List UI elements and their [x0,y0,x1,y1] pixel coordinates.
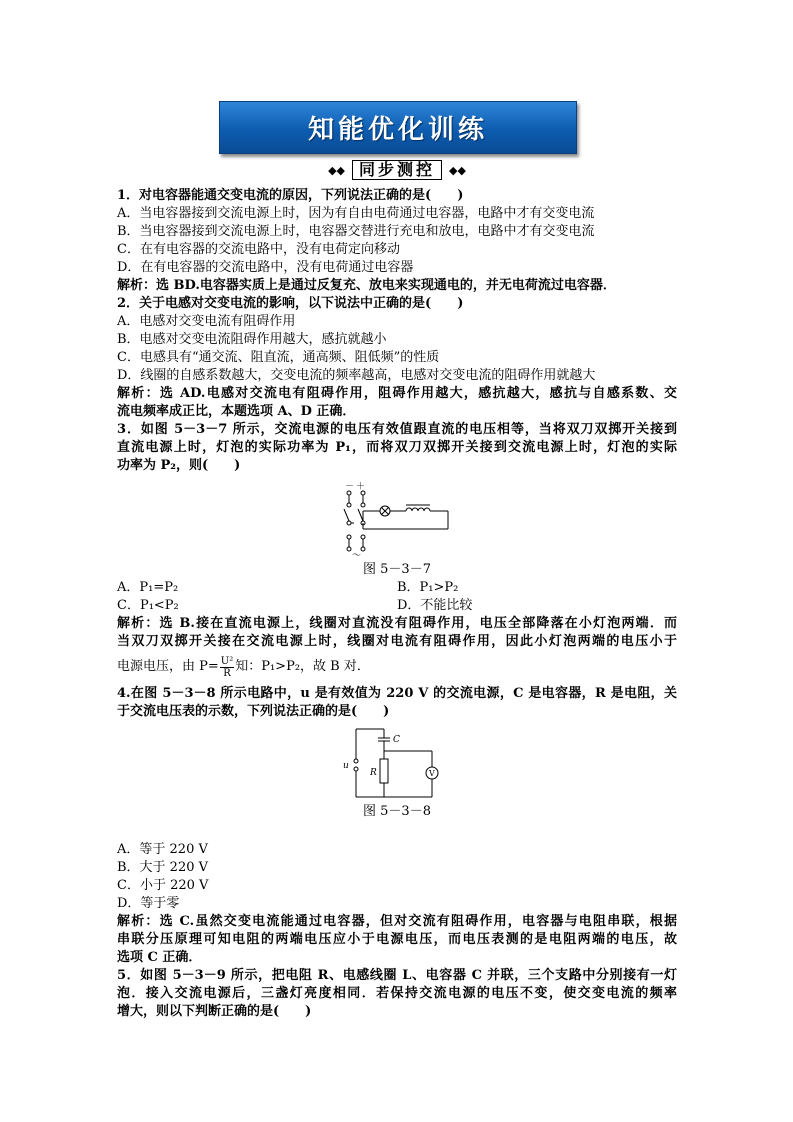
q3-options-row1 [117,579,677,597]
q2-option-c: C．电感具有“通交流、阻直流，通高频、阻低频”的性质 [117,350,440,365]
ac-source-terminal-bottom [354,767,358,771]
terminal-bottom-right [361,547,365,551]
q4-stem-line1: 4.在图 5－3－8 所示电路中，u 是有效值为 220 V 的交流电源，C 是电容器，R 是电阻，关 [117,686,677,701]
q2-option-a: A．电感对交变电流有阻碍作用 [117,314,296,329]
q4-analysis-line1: 解析：选 C.虽然交变电流能通过电容器，但对交流有阻碍作用，电容器与电阻串联，根据 [117,914,677,929]
question-content [117,187,677,1021]
voltmeter-v-label: V [429,769,435,778]
q4-option-d: D．等于零 [117,896,180,911]
banner-title: 知能优化训练 [307,115,488,145]
q3-analysis-line3-prefix: 电源电压，由 P= [117,659,219,674]
q2-analysis-line1: 解析：选 AD.电感对交流电有阻碍作用，阻碍作用越大，感抗越大，感抗与自感系数、交 [117,386,677,401]
terminal-bottom-left [347,547,351,551]
q3-analysis-line1: 解析：选 B.接在直流电源上，线圈对直流没有阻碍作用，电压全部降落在小灯泡两端．而 [117,616,677,631]
title-banner [219,101,577,154]
inductor-coil-icon [406,508,430,511]
q1-option-c: C．在有电容器的交流电路中，没有电荷定向移动 [117,242,400,257]
q3-analysis-line3 [117,651,677,683]
q3-option-d: D．不能比较 [397,598,473,613]
capacitor-c-label: C [393,735,400,745]
diamond-left-icon: ◆◆ [328,163,345,177]
power-formula-fraction [220,656,234,679]
q2-option-b: B．电感对交变电流阻碍作用越大，感抗就越小 [117,332,387,347]
q1-analysis: 解析：选 BD.电容器实质上是通过反复充、放电来实现通电的，并无电荷流过电容器． [117,278,616,293]
switch-blade-right [358,509,363,521]
capacitor-resistor-circuit-diagram [342,725,452,801]
resistor-icon [380,759,388,783]
q3-stem-line3: 功率为 P₂，则( ) [117,458,241,473]
q3-stem-line1: 3．如图 5－3－7 所示，交流电源的电压有效值跟直流的电压相等，当将双刀双掷开关接到 [117,422,677,437]
q4-analysis-line3: 选项 C 正确． [117,950,202,965]
q3-options-row2 [117,597,677,615]
section-heading [310,159,484,181]
q3-option-c: C．P₁<P₂ [117,598,179,613]
q4-option-c: C．小于 220 V [117,878,209,893]
switch-blade-left [344,509,349,521]
q3-stem-line2: 直流电源上时，灯泡的实际功率为 P₁，而将双刀双掷开关接到交流电源上时，灯泡的实际 [117,440,677,455]
dc-minus-label: － [345,482,355,492]
ac-source-terminal-top [354,759,358,763]
figure-5-3-7-caption: 图 5－3－7 [363,562,431,577]
q3-option-b: B．P₁>P₂ [397,580,459,595]
q2-analysis-line2: 流电频率成正比，本题选项 A、D 正确． [117,404,356,419]
q2-option-d: D．线圈的自感系数越大，交变电流的频率越高，电感对交变电流的阻碍作用就越大 [117,368,596,383]
q4-option-a: A．等于 220 V [117,842,208,857]
q3-analysis-line3-suffix: 知：P₁>P₂，故 B 对． [235,659,370,674]
section-title: 同步测控 [352,160,442,180]
q1-option-a: A．当电容器接到交流电源上时，因为有自由电荷通过电容器，电路中才有交变电流 [117,206,595,221]
figure-5-3-8-caption: 图 5－3－8 [363,804,431,819]
q5-stem-line2: 泡．接入交流电源后，三盏灯亮度相同．若保持交流电源的电压不变，使交变电流的频率 [117,986,677,1001]
q5-stem-line3: 增大，则以下判断正确的是( ) [117,1004,312,1019]
source-u-label: u [343,761,349,771]
q3-analysis-line2: 当双刀双掷开关接在交流电源上时，线圈对电流有阻碍作用，因此小灯泡两端的电压小于 [117,634,677,649]
ac-source-label: ～ [352,551,362,559]
dpdt-switch-circuit-diagram [342,481,452,559]
q1-option-d: D．在有电容器的交流电路中，没有电荷通过电容器 [117,260,414,275]
q1-stem: 1．对电容器能通交变电流的原因，下列说法正确的是( ) [117,188,464,203]
q4-stem-line2: 于交流电压表的示数，下列说法正确的是( ) [117,704,390,719]
q4-analysis-line2: 串联分压原理可知电阻的两端电压应小于电源电压，而电压表测的是电阻两端的电压，故 [117,932,677,947]
fraction-numerator: U² [220,655,234,667]
fraction-denominator: R [223,667,231,679]
q2-stem: 2．关于电感对交变电流的影响，以下说法中正确的是( ) [117,296,464,311]
figure-5-3-8 [117,725,677,801]
q5-stem-line1: 5．如图 5－3－9 所示，把电阻 R、电感线圈 L、电容器 C 并联，三个支路中分别接有一灯 [117,968,677,983]
resistor-r-label: R [370,768,377,778]
figure-5-3-7 [117,481,677,559]
dc-plus-label: ＋ [356,482,366,492]
q4-option-b: B．大于 220 V [117,860,209,875]
q3-option-a: A．P₁=P₂ [117,580,179,595]
q1-option-b: B．当电容器接到交流电源上时，电容器交替进行充电和放电，电路中才有交变电流 [117,224,595,239]
diamond-right-icon: ◆◆ [449,163,466,177]
